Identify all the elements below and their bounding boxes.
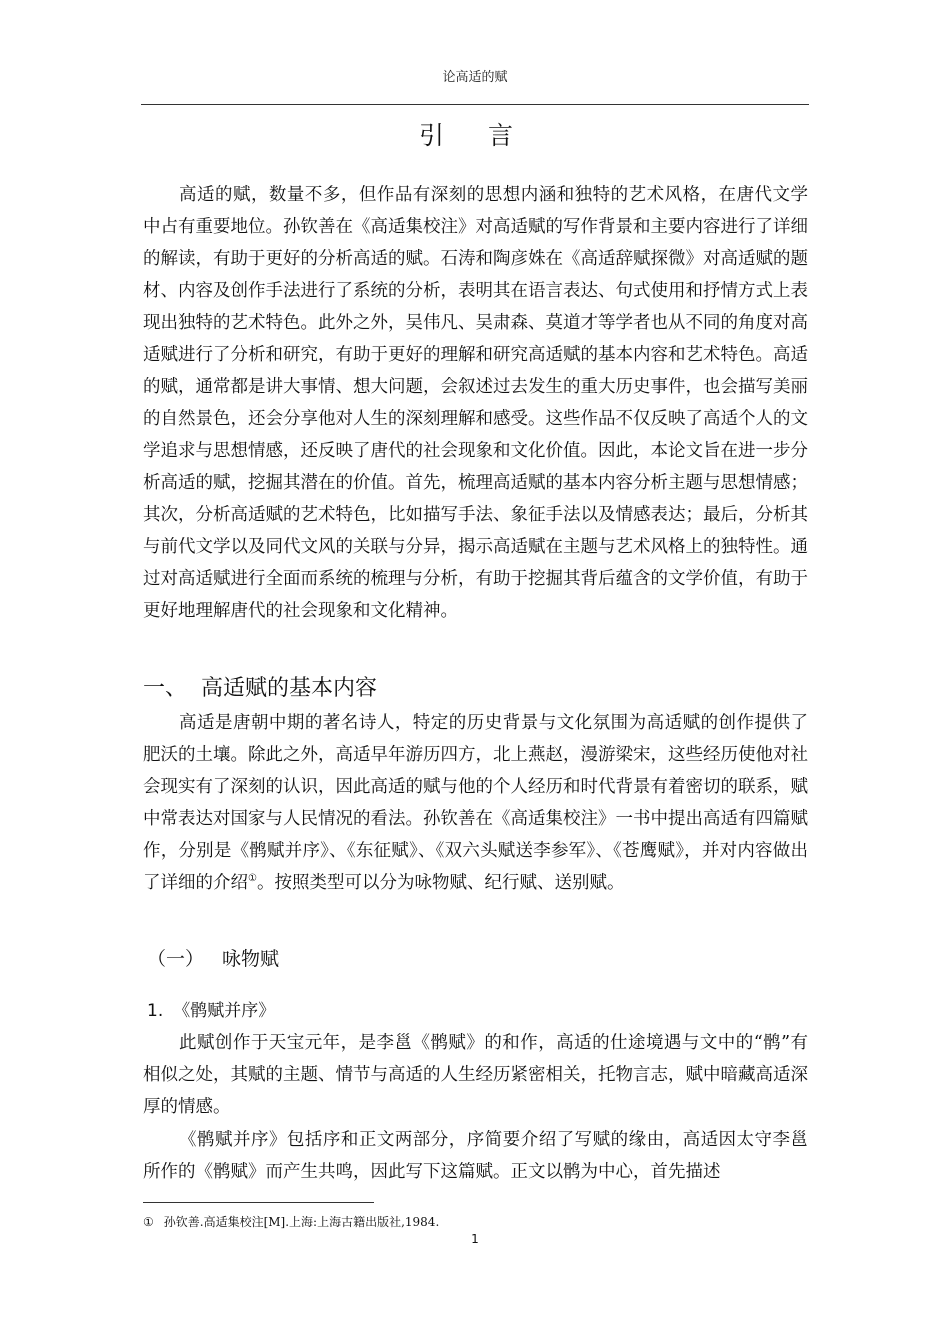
subsection-title: 咏物赋 <box>222 948 280 970</box>
footnote-mark: ① <box>143 1215 154 1229</box>
item-title: 《鹘赋并序》 <box>173 1001 276 1021</box>
section-heading <box>143 671 377 702</box>
subsection-heading <box>147 944 279 971</box>
footnote-text: 孙钦善.高适集校注[M].上海:上海古籍出版社,1984. <box>163 1215 440 1229</box>
item-paragraph-1: 此赋创作于天宝元年，是李邕《鹘赋》的和作，高适的仕途境遇与文中的“鹘”有相似之处，其赋的主题、情节与高适的人生经历紧密相关，托物言志，赋中暗藏高适深厚的情感。 <box>143 1033 808 1117</box>
section-paragraph-text: 高适是唐朝中期的著名诗人，特定的历史背景与文化氛围为高适赋的创作提供了肥沃的土壤。除此之外，高适早年游历四方，北上燕赵，漫游梁宋，这些经历使他对社会现实有了深刻的认识，因此高适的赋与他的个人经历和时代背景有着密切的联系，赋中常表达对国家与人民情况的看法。孙钦善在《高适集校注》一书中提出高适有四篇赋作，分别是《鹘赋并序》、《东征赋》、《双六头赋送李参军》、《苍鹰赋》，并对内容做出了详细的介绍 <box>143 713 808 893</box>
running-header: 论高适的赋 <box>442 70 508 85</box>
header-rule <box>141 104 809 105</box>
item-paragraph-2: 《鹘赋并序》包括序和正文两部分，序简要介绍了写赋的缘由，高适因太守李邕所作的《鹘赋》而产生共鸣，因此写下这篇赋。正文以鹘为中心，首先描述 <box>143 1130 808 1182</box>
footnote-reference[interactable]: ① <box>248 873 257 885</box>
item-number: 1. <box>147 1001 164 1021</box>
section-number: 一、 <box>143 676 188 701</box>
footnote <box>143 1213 439 1230</box>
intro-paragraph: 高适的赋，数量不多，但作品有深刻的思想内涵和独特的艺术风格，在唐代文学中占有重要地位。孙钦善在《高适集校注》对高适赋的写作背景和主要内容进行了详细的解读，有助于更好的分析高适的赋。石涛和陶彦姝在《高适辞赋探微》对高适赋的题材、内容及创作手法进行了系统的分析，表明其在语言表达、句式使用和抒情方式上表现出独特的艺术特色。此外之外，吴伟凡、吴肃森、莫道才等学者也从不同的角度对高适赋进行了分析和研究，有助于更好的理解和研究高适赋的基本内容和艺术特色。高适的赋，通常都是讲大事情、想大问题，会叙述过去发生的重大历史事件，也会描写美丽的自然景色，还会分享他对人生的深刻理解和感受。这些作品不仅反映了高适个人的文学追求与思想情感，还反映了唐代的社会现象和文化价值。因此，本论文旨在进一步分析高适的赋，挖掘其潜在的价值。首先，梳理高适赋的基本内容分析主题与思想情感；其次，分析高适赋的艺术特色，比如描写手法、象征手法以及情感表达；最后，分析其与前代文学以及同代文风的关联与分异，揭示高适赋在主题与艺术风格上的独特性。通过对高适赋进行全面而系统的梳理与分析，有助于挖掘其背后蕴含的文学价值，有助于更好地理解唐代的社会现象和文化精神。 <box>143 185 808 621</box>
subsection-number: （一） <box>147 948 205 970</box>
page-number: 1 <box>471 1232 479 1246</box>
item-heading <box>147 996 275 1021</box>
footnote-rule <box>143 1202 374 1203</box>
section-paragraph-tail: 。按照类型可以分为咏物赋、纪行赋、送别赋。 <box>256 873 625 893</box>
section-paragraph <box>143 707 808 899</box>
page-title: 引 言 <box>419 121 531 150</box>
section-title: 高适赋的基本内容 <box>201 676 378 701</box>
